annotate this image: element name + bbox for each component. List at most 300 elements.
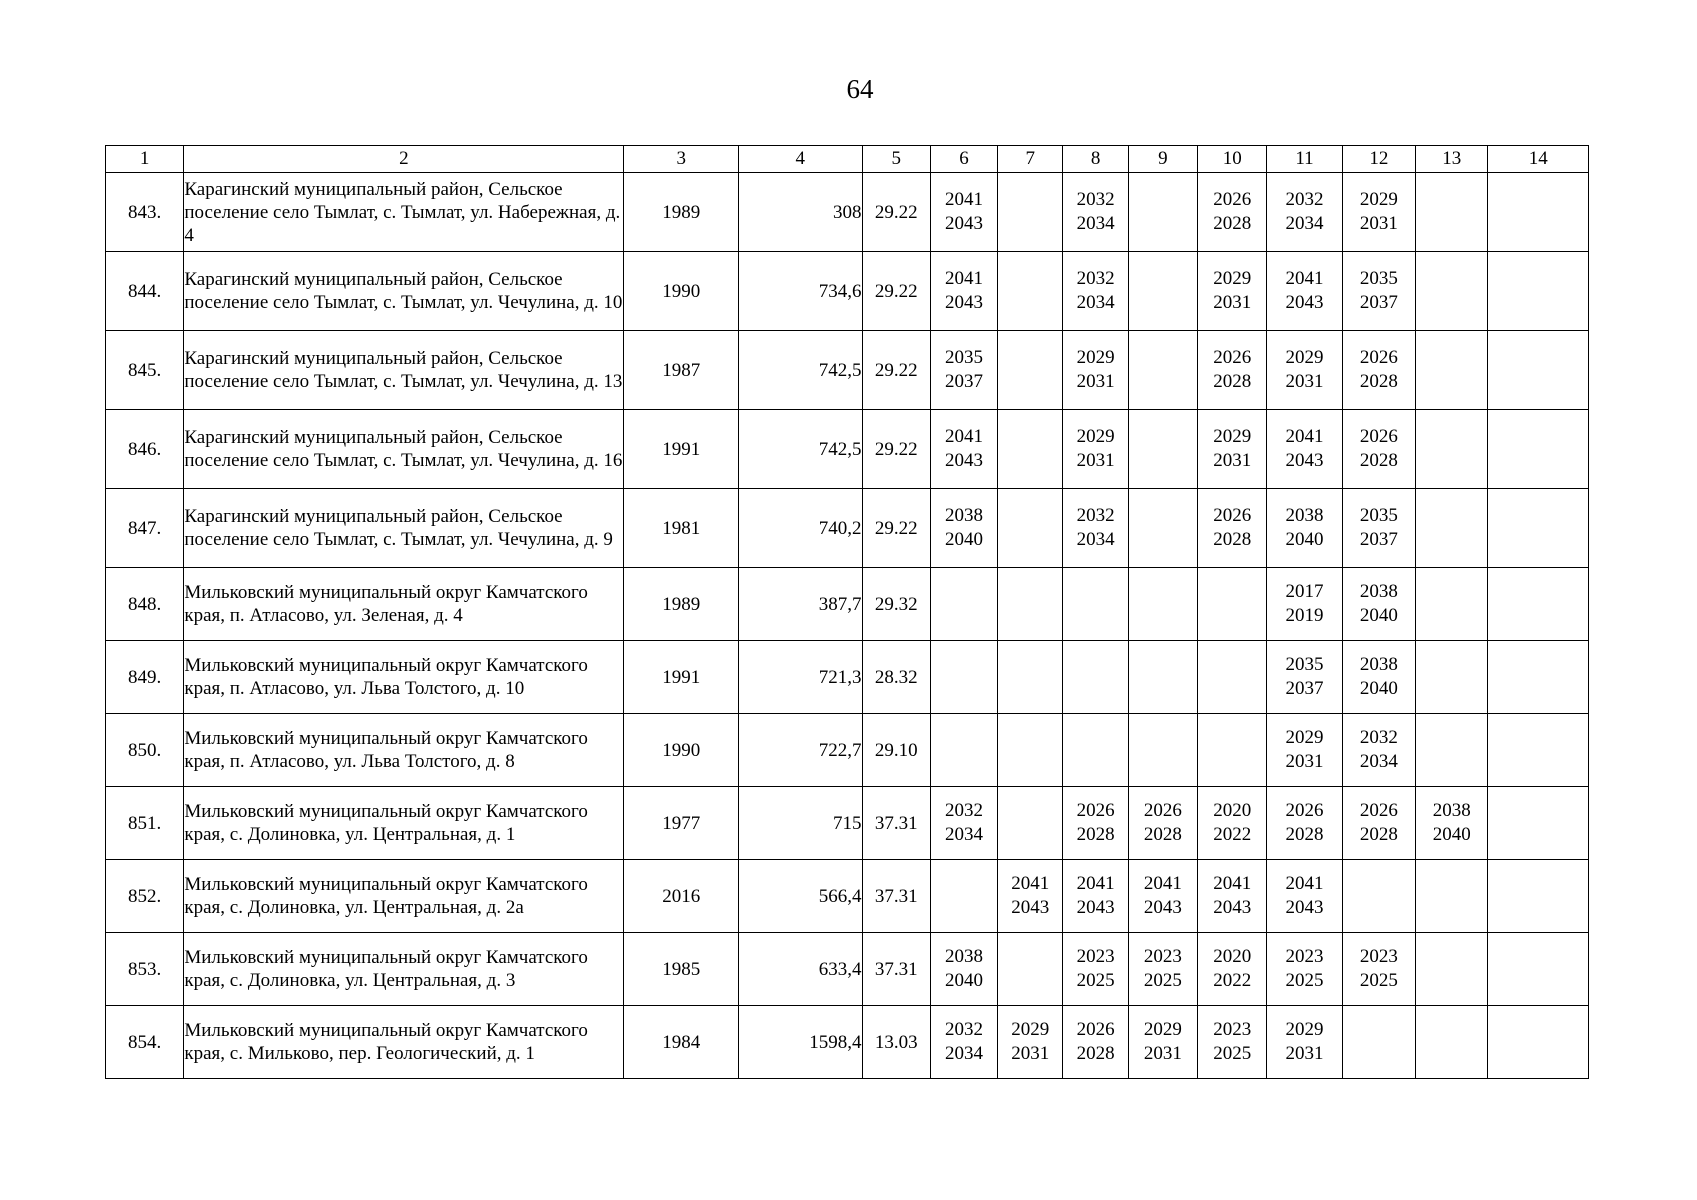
period-start: 2023 [1285,946,1324,967]
code-cell: 37.31 [862,933,930,1006]
address-cell: Мильковский муниципальный округ Камчатского края, с. Долиновка, ул. Центральная, д. 1 [184,787,624,860]
period-end: 2028 [1076,1043,1115,1064]
build-year-cell: 1985 [624,933,739,1006]
year-range-cell [1267,860,1342,933]
year-range-cell [1198,331,1267,410]
period-start: 2026 [1213,505,1252,526]
year-range-cell [1416,787,1488,860]
year-range-cell [1128,331,1197,410]
area-cell: 740,2 [738,489,862,568]
period-end: 2028 [1213,213,1252,234]
period-start: 2026 [1359,347,1398,368]
year-range-cell [998,410,1063,489]
code-cell: 29.22 [862,252,930,331]
period-end: 2034 [1359,751,1398,772]
address-cell: Карагинский муниципальный район, Сельское поселение село Тымлат, с. Тымлат, ул. Чечулина, д. 9 [184,489,624,568]
period-start: 2026 [1213,189,1252,210]
table-body [106,173,1589,1079]
address-cell: Карагинский муниципальный район, Сельское поселение село Тымлат, с. Тымлат, ул. Набережная, д. 4 [184,173,624,252]
row-number: 854. [106,1006,184,1079]
period-start: 2023 [1213,1019,1252,1040]
period-end: 2019 [1285,605,1324,626]
year-range-cell [1198,173,1267,252]
period-start: 2038 [945,505,983,526]
year-range-cell [1267,933,1342,1006]
period-start: 2029 [1011,1019,1050,1040]
table-row [106,714,1589,787]
period-end: 2034 [1076,529,1115,550]
year-range-cell [998,641,1063,714]
year-range-cell [1267,331,1342,410]
build-year-cell: 1977 [624,787,739,860]
period-end: 2043 [1285,897,1324,918]
row-number: 847. [106,489,184,568]
period-start: 2041 [1213,873,1252,894]
period-end: 2028 [1285,824,1324,845]
period-start: 2029 [1076,347,1115,368]
period-end: 2037 [1359,529,1398,550]
period-end: 2040 [1285,529,1324,550]
period-start: 2032 [945,800,983,821]
column-number-header [106,146,1589,173]
year-range-cell [1128,787,1197,860]
year-range-cell [1198,568,1267,641]
year-range-cell [1063,787,1128,860]
column-header: 9 [1128,146,1197,173]
area-cell: 633,4 [738,933,862,1006]
year-range-cell [1416,489,1488,568]
period-end: 2028 [1213,529,1252,550]
period-end: 2031 [1285,1043,1324,1064]
period-start: 2032 [1285,189,1324,210]
column-header: 13 [1416,146,1488,173]
column-header: 12 [1342,146,1415,173]
year-range-cell [930,714,997,787]
year-range-cell [930,252,997,331]
year-range-cell [1488,252,1589,331]
period-end: 2025 [1143,970,1182,991]
year-range-cell [1063,1006,1128,1079]
period-end: 2031 [1359,213,1398,234]
code-cell: 29.22 [862,331,930,410]
column-header: 14 [1488,146,1589,173]
table-row [106,173,1589,252]
period-end: 2028 [1143,824,1182,845]
area-cell: 715 [738,787,862,860]
area-cell: 721,3 [738,641,862,714]
year-range-cell [998,787,1063,860]
year-range-cell [1128,252,1197,331]
year-range-cell [1267,173,1342,252]
table-row [106,641,1589,714]
year-range-cell [1416,568,1488,641]
year-range-cell [930,787,997,860]
period-end: 2034 [1076,292,1115,313]
table-row [106,568,1589,641]
period-end: 2037 [1359,292,1398,313]
year-range-cell [1342,860,1415,933]
year-range-cell [930,410,997,489]
year-range-cell [1342,252,1415,331]
period-end: 2031 [1285,371,1324,392]
period-start: 2026 [1213,347,1252,368]
period-start: 2035 [945,347,983,368]
year-range-cell [930,331,997,410]
row-number: 845. [106,331,184,410]
year-range-cell [1342,787,1415,860]
year-range-cell [1063,933,1128,1006]
build-year-cell: 2016 [624,860,739,933]
year-range-cell [998,860,1063,933]
period-end: 2031 [1076,450,1115,471]
year-range-cell [1063,860,1128,933]
period-start: 2041 [1143,873,1182,894]
build-year-cell: 1991 [624,641,739,714]
year-range-cell [1267,568,1342,641]
period-end: 2040 [1359,678,1398,699]
period-start: 2041 [945,189,983,210]
period-start: 2029 [1213,426,1252,447]
year-range-cell [1488,489,1589,568]
year-range-cell [1128,410,1197,489]
year-range-cell [1488,1006,1589,1079]
build-year-cell: 1990 [624,714,739,787]
year-range-cell [1416,410,1488,489]
year-range-cell [1267,489,1342,568]
period-end: 2043 [945,292,983,313]
table-row [106,1006,1589,1079]
year-range-cell [1198,641,1267,714]
period-start: 2029 [1285,727,1324,748]
period-start: 2038 [1432,800,1471,821]
year-range-cell [998,933,1063,1006]
period-end: 2028 [1359,824,1398,845]
period-end: 2025 [1359,970,1398,991]
period-end: 2031 [1011,1043,1050,1064]
table-row [106,489,1589,568]
build-year-cell: 1990 [624,252,739,331]
period-start: 2026 [1359,426,1398,447]
year-range-cell [1488,641,1589,714]
year-range-cell [1416,714,1488,787]
year-range-cell [1267,641,1342,714]
period-end: 2040 [945,970,983,991]
area-cell: 566,4 [738,860,862,933]
address-cell: Мильковский муниципальный округ Камчатского края, с. Мильково, пер. Геологический, д. 1 [184,1006,624,1079]
year-range-cell [930,1006,997,1079]
area-cell: 734,6 [738,252,862,331]
year-range-cell [1342,331,1415,410]
period-end: 2037 [945,371,983,392]
period-start: 2041 [1285,268,1324,289]
year-range-cell [1063,252,1128,331]
column-header: 7 [998,146,1063,173]
year-range-cell [1416,641,1488,714]
period-start: 2026 [1359,800,1398,821]
row-number: 850. [106,714,184,787]
year-range-cell [1342,1006,1415,1079]
year-range-cell [1063,641,1128,714]
year-range-cell [1128,1006,1197,1079]
period-start: 2035 [1359,505,1398,526]
period-start: 2041 [1285,426,1324,447]
period-start: 2032 [945,1019,983,1040]
code-cell: 13.03 [862,1006,930,1079]
period-end: 2043 [1285,292,1324,313]
build-year-cell: 1991 [624,410,739,489]
column-header: 2 [184,146,624,173]
table-row [106,252,1589,331]
area-cell: 742,5 [738,331,862,410]
period-start: 2026 [1076,1019,1115,1040]
period-end: 2022 [1213,970,1252,991]
table-row [106,933,1589,1006]
table-row [106,860,1589,933]
period-end: 2040 [1432,824,1471,845]
period-start: 2029 [1213,268,1252,289]
column-header: 8 [1063,146,1128,173]
row-number: 844. [106,252,184,331]
period-end: 2028 [1213,371,1252,392]
year-range-cell [1128,641,1197,714]
year-range-cell [1198,489,1267,568]
year-range-cell [998,1006,1063,1079]
year-range-cell [1267,787,1342,860]
year-range-cell [1267,252,1342,331]
address-cell: Мильковский муниципальный округ Камчатского края, п. Атласово, ул. Льва Толстого, д. 10 [184,641,624,714]
period-start: 2038 [1359,654,1398,675]
build-year-cell: 1981 [624,489,739,568]
year-range-cell [930,173,997,252]
year-range-cell [1416,1006,1488,1079]
row-number: 853. [106,933,184,1006]
period-end: 2043 [945,213,983,234]
period-start: 2023 [1359,946,1398,967]
column-header: 10 [1198,146,1267,173]
year-range-cell [1342,933,1415,1006]
year-range-cell [1063,568,1128,641]
period-start: 2023 [1076,946,1115,967]
year-range-cell [1198,1006,1267,1079]
year-range-cell [930,933,997,1006]
period-end: 2031 [1213,292,1252,313]
period-end: 2040 [945,529,983,550]
period-start: 2032 [1076,505,1115,526]
period-start: 2029 [1285,1019,1324,1040]
period-end: 2043 [945,450,983,471]
year-range-cell [1063,489,1128,568]
period-start: 2023 [1143,946,1182,967]
period-end: 2043 [1143,897,1182,918]
year-range-cell [1198,252,1267,331]
period-end: 2037 [1285,678,1324,699]
column-header: 5 [862,146,930,173]
year-range-cell [1488,173,1589,252]
period-start: 2017 [1285,581,1324,602]
address-cell: Мильковский муниципальный округ Камчатского края, с. Долиновка, ул. Центральная, д. 2а [184,860,624,933]
address-cell: Мильковский муниципальный округ Камчатского края, с. Долиновка, ул. Центральная, д. 3 [184,933,624,1006]
period-start: 2041 [1285,873,1324,894]
column-header: 11 [1267,146,1342,173]
year-range-cell [1063,331,1128,410]
period-start: 2020 [1213,946,1252,967]
period-end: 2025 [1213,1043,1252,1064]
year-range-cell [1488,860,1589,933]
year-range-cell [1416,331,1488,410]
period-start: 2038 [1285,505,1324,526]
year-range-cell [1488,787,1589,860]
period-end: 2025 [1076,970,1115,991]
period-end: 2040 [1359,605,1398,626]
year-range-cell [1063,410,1128,489]
period-start: 2038 [945,946,983,967]
period-end: 2028 [1359,450,1398,471]
year-range-cell [1342,641,1415,714]
area-cell: 308 [738,173,862,252]
period-start: 2041 [945,426,983,447]
year-range-cell [930,860,997,933]
year-range-cell [1063,173,1128,252]
year-range-cell [1128,933,1197,1006]
area-cell: 1598,4 [738,1006,862,1079]
period-start: 2029 [1143,1019,1182,1040]
build-year-cell: 1989 [624,173,739,252]
year-range-cell [1267,410,1342,489]
year-range-cell [998,173,1063,252]
year-range-cell [1342,489,1415,568]
code-cell: 28.32 [862,641,930,714]
period-start: 2035 [1285,654,1324,675]
period-start: 2041 [1011,873,1050,894]
period-start: 2032 [1359,727,1398,748]
year-range-cell [998,331,1063,410]
address-cell: Карагинский муниципальный район, Сельское поселение село Тымлат, с. Тымлат, ул. Чечулина, д. 13 [184,331,624,410]
build-year-cell: 1987 [624,331,739,410]
column-header: 3 [624,146,739,173]
year-range-cell [998,489,1063,568]
year-range-cell [1488,933,1589,1006]
year-range-cell [1342,714,1415,787]
year-range-cell [1128,568,1197,641]
address-cell: Мильковский муниципальный округ Камчатского края, п. Атласово, ул. Зеленая, д. 4 [184,568,624,641]
period-start: 2035 [1359,268,1398,289]
period-start: 2029 [1359,189,1398,210]
period-end: 2031 [1143,1043,1182,1064]
year-range-cell [1128,489,1197,568]
address-cell: Карагинский муниципальный район, Сельское поселение село Тымлат, с. Тымлат, ул. Чечулина, д. 16 [184,410,624,489]
address-cell: Карагинский муниципальный район, Сельское поселение село Тымлат, с. Тымлат, ул. Чечулина, д. 10 [184,252,624,331]
column-header: 6 [930,146,997,173]
year-range-cell [1416,933,1488,1006]
period-end: 2043 [1213,897,1252,918]
year-range-cell [1416,860,1488,933]
period-start: 2041 [1076,873,1115,894]
table-row [106,410,1589,489]
period-start: 2029 [1285,347,1324,368]
address-cell: Мильковский муниципальный округ Камчатского края, п. Атласово, ул. Льва Толстого, д. 8 [184,714,624,787]
period-end: 2031 [1076,371,1115,392]
period-start: 2026 [1143,800,1182,821]
column-header: 1 [106,146,184,173]
period-start: 2026 [1285,800,1324,821]
table-row [106,787,1589,860]
year-range-cell [1128,173,1197,252]
row-number: 852. [106,860,184,933]
period-end: 2031 [1213,450,1252,471]
period-end: 2043 [1285,450,1324,471]
build-year-cell: 1984 [624,1006,739,1079]
period-start: 2020 [1213,800,1252,821]
code-cell: 37.31 [862,860,930,933]
column-header: 4 [738,146,862,173]
year-range-cell [1488,568,1589,641]
row-number: 848. [106,568,184,641]
year-range-cell [1128,860,1197,933]
code-cell: 29.22 [862,489,930,568]
area-cell: 387,7 [738,568,862,641]
year-range-cell [1488,410,1589,489]
period-start: 2032 [1076,268,1115,289]
year-range-cell [998,252,1063,331]
period-end: 2043 [1076,897,1115,918]
year-range-cell [1416,173,1488,252]
row-number: 851. [106,787,184,860]
year-range-cell [998,568,1063,641]
area-cell: 742,5 [738,410,862,489]
period-end: 2034 [945,1043,983,1064]
period-end: 2022 [1213,824,1252,845]
period-start: 2038 [1359,581,1398,602]
period-end: 2025 [1285,970,1324,991]
period-end: 2034 [1285,213,1324,234]
period-start: 2041 [945,268,983,289]
area-cell: 722,7 [738,714,862,787]
year-range-cell [930,489,997,568]
year-range-cell [1342,410,1415,489]
code-cell: 37.31 [862,787,930,860]
year-range-cell [1198,933,1267,1006]
code-cell: 29.22 [862,410,930,489]
period-end: 2034 [1076,213,1115,234]
period-end: 2031 [1285,751,1324,772]
year-range-cell [1128,714,1197,787]
year-range-cell [998,714,1063,787]
period-end: 2043 [1011,897,1050,918]
year-range-cell [1488,714,1589,787]
period-start: 2032 [1076,189,1115,210]
year-range-cell [1267,714,1342,787]
row-number: 843. [106,173,184,252]
period-start: 2029 [1076,426,1115,447]
year-range-cell [1342,173,1415,252]
build-year-cell: 1989 [624,568,739,641]
year-range-cell [1267,1006,1342,1079]
table-row [106,331,1589,410]
year-range-cell [1342,568,1415,641]
year-range-cell [1198,410,1267,489]
code-cell: 29.22 [862,173,930,252]
row-number: 849. [106,641,184,714]
year-range-cell [1488,331,1589,410]
year-range-cell [930,641,997,714]
year-range-cell [1198,787,1267,860]
page-number: 64 [846,74,874,104]
code-cell: 29.10 [862,714,930,787]
year-range-cell [1063,714,1128,787]
period-end: 2028 [1359,371,1398,392]
year-range-cell [930,568,997,641]
period-end: 2034 [945,824,983,845]
